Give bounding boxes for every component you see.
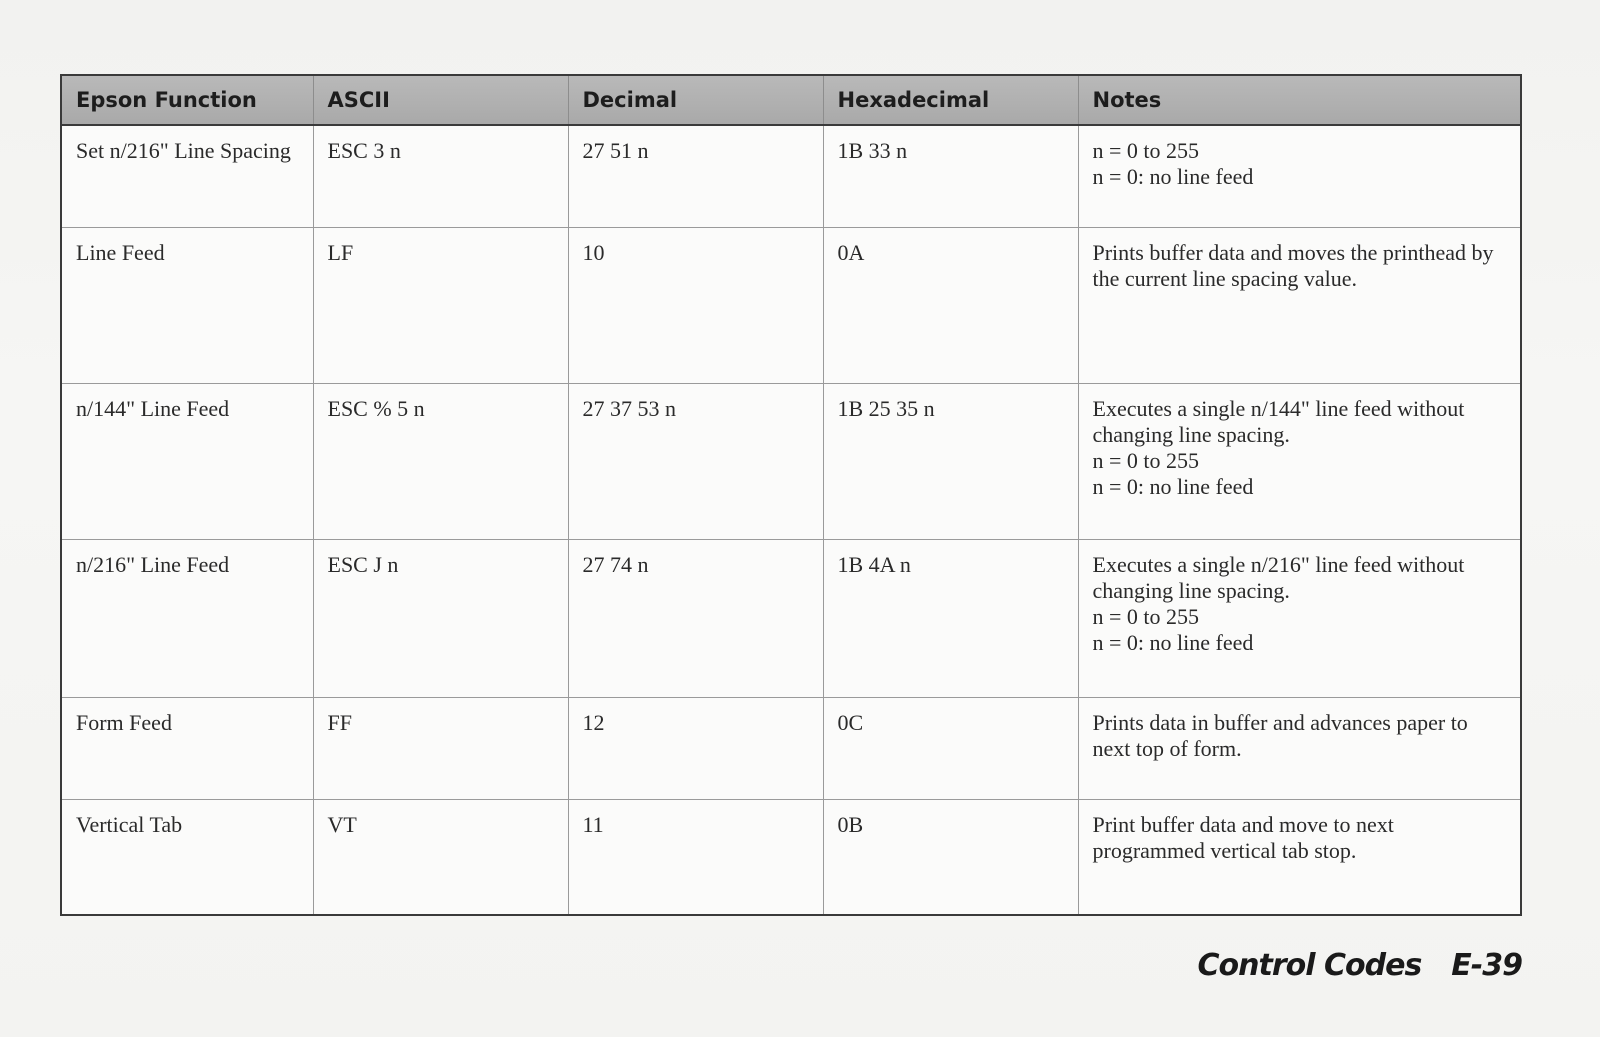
page-footer bbox=[1198, 948, 1522, 983]
note-line: n = 0: no line feed bbox=[1092, 629, 1254, 655]
cell-ascii: VT bbox=[313, 799, 568, 915]
note-line: n = 0 to 255 bbox=[1092, 603, 1200, 629]
table-row bbox=[61, 125, 1521, 227]
cell-notes bbox=[1078, 383, 1521, 539]
cell-decimal: 27 37 53 n bbox=[568, 383, 823, 539]
cell-notes bbox=[1078, 697, 1521, 799]
note-line: n = 0 to 255 bbox=[1092, 447, 1200, 473]
cell-decimal: 10 bbox=[568, 227, 823, 383]
note-line: n = 0 to 255 bbox=[1092, 138, 1200, 163]
cell-hex: 0C bbox=[823, 697, 1078, 799]
table-row bbox=[61, 539, 1521, 697]
header-hexadecimal: Hexadecimal bbox=[823, 75, 1078, 125]
cell-ascii: LF bbox=[313, 227, 568, 383]
cell-ascii: ESC 3 n bbox=[313, 125, 568, 227]
cell-notes bbox=[1078, 799, 1521, 915]
header-decimal: Decimal bbox=[568, 75, 823, 125]
table-row bbox=[61, 799, 1521, 915]
table-row bbox=[61, 697, 1521, 799]
cell-ascii: ESC % 5 n bbox=[313, 383, 568, 539]
cell-function: Line Feed bbox=[61, 227, 313, 383]
cell-decimal: 27 74 n bbox=[568, 539, 823, 697]
cell-ascii: ESC J n bbox=[313, 539, 568, 697]
table-row bbox=[61, 383, 1521, 539]
cell-decimal: 27 51 n bbox=[568, 125, 823, 227]
note-line: Print buffer data and move to next programmed vertical tab stop. bbox=[1092, 811, 1394, 863]
cell-function: Form Feed bbox=[61, 697, 313, 799]
note-line: Executes a single n/216" line feed without changing line spacing. bbox=[1092, 551, 1465, 603]
note-line: Prints buffer data and moves the printhead by the current line spacing value. bbox=[1092, 239, 1494, 291]
cell-notes bbox=[1078, 125, 1521, 227]
header-notes: Notes bbox=[1078, 75, 1521, 125]
cell-function: n/144" Line Feed bbox=[61, 383, 313, 539]
control-codes-table bbox=[60, 74, 1522, 916]
cell-hex: 1B 33 n bbox=[823, 125, 1078, 227]
note-line: Executes a single n/144" line feed without changing line spacing. bbox=[1092, 395, 1465, 447]
header-epson-function: Epson Function bbox=[61, 75, 313, 125]
cell-hex: 1B 4A n bbox=[823, 539, 1078, 697]
cell-function: n/216" Line Feed bbox=[61, 539, 313, 697]
table-header-row bbox=[61, 75, 1521, 125]
cell-notes bbox=[1078, 539, 1521, 697]
note-line: Prints data in buffer and advances paper to next top of form. bbox=[1092, 709, 1468, 761]
cell-hex: 0B bbox=[823, 799, 1078, 915]
table-row bbox=[61, 227, 1521, 383]
cell-hex: 0A bbox=[823, 227, 1078, 383]
cell-ascii: FF bbox=[313, 697, 568, 799]
note-line: n = 0: no line feed bbox=[1092, 164, 1254, 189]
cell-notes bbox=[1078, 227, 1521, 383]
note-line: n = 0: no line feed bbox=[1092, 473, 1254, 499]
cell-hex: 1B 25 35 n bbox=[823, 383, 1078, 539]
cell-decimal: 11 bbox=[568, 799, 823, 915]
footer-section-title: Control Codes bbox=[1197, 948, 1422, 983]
header-ascii: ASCII bbox=[313, 75, 568, 125]
cell-decimal: 12 bbox=[568, 697, 823, 799]
footer-page-number: E-39 bbox=[1451, 948, 1522, 983]
cell-function: Set n/216" Line Spacing bbox=[61, 125, 313, 227]
cell-function: Vertical Tab bbox=[61, 799, 313, 915]
